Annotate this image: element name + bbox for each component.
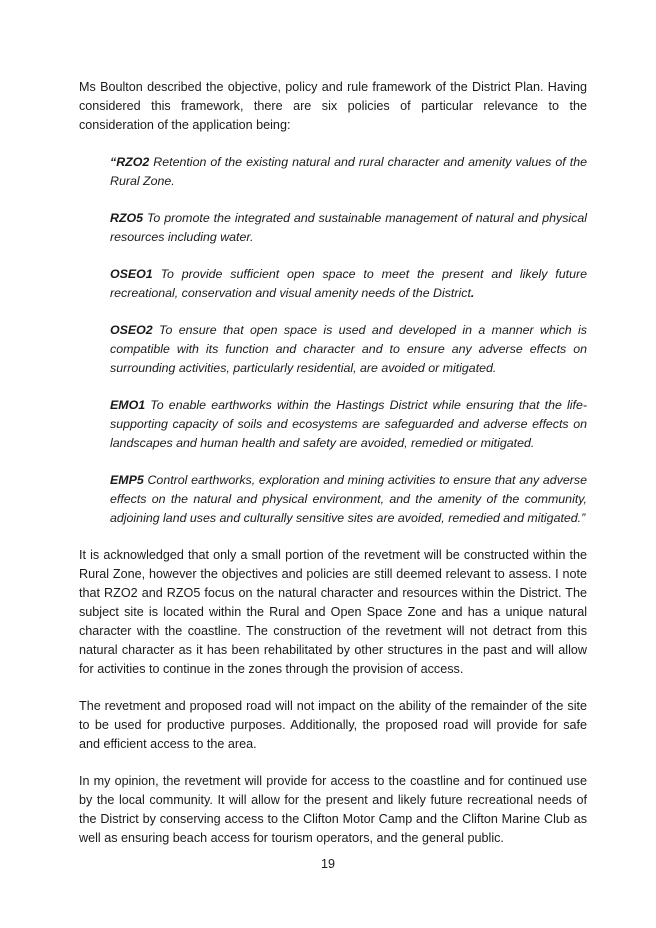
- policy-text: To promote the integrated and sustainable management of natural and physical resources including water.: [110, 211, 587, 244]
- policy-oseo1: OSEO1 To provide sufficient open space to meet the present and likely future recreational, conservation and visual amenity needs of the District.: [110, 267, 587, 300]
- policy-code: EMO1: [110, 398, 146, 412]
- policy-code: OSEO2: [110, 323, 153, 337]
- body-paragraph: It is acknowledged that only a small portion of the revetment will be constructed within the Rural Zone, however the objectives and policies are still deemed relevant to assess. I note that RZO2 and RZO5 focus on the natural character and resources within the District. The subject site is located within the Rural and Open Space Zone and has a unique natural character with the coastline. The construction of the revetment will not detract from this natural character as it has been rehabilitated by other structures in the past and will allow for activities to continue in the zones through the provision of access.: [79, 548, 587, 676]
- policy-text: To enable earthworks within the Hastings District while ensuring that the life-supporting capacity of soils and ecosystems are safeguarded and adverse effects on landscapes and human health and safety are avoided, remedied or mitigated.: [110, 398, 587, 450]
- policy-text: Control earthworks, exploration and mining activities to ensure that any adverse effects on the natural and physical environment, and the amenity of the community, adjoining land uses and culturally sensitive sites are avoided, remedied and mitigated.”: [110, 473, 587, 525]
- policy-text: Retention of the existing natural and rural character and amenity values of the Rural Zone.: [110, 155, 587, 188]
- policy-rzo5: [110, 209, 587, 247]
- intro-paragraph: Ms Boulton described the objective, policy and rule framework of the District Plan. Having considered this framework, there are six policies of particular relevance to the consideration of the application being:: [79, 80, 587, 132]
- page-number: 19: [320, 857, 335, 871]
- policy-text: To provide sufficient open space to meet the present and likely future recreational, conservation and visual amenity needs of the District: [110, 267, 587, 300]
- policy-code: RZO5: [110, 211, 144, 225]
- policy-emp5: [110, 471, 587, 528]
- document-page: [79, 78, 587, 866]
- policy-code: “RZO2: [110, 155, 150, 169]
- policy-code: EMP5: [110, 473, 144, 487]
- body-paragraph: In my opinion, the revetment will provide for access to the coastline and for continued use by the local community. It will allow for the present and likely future recreational needs of the District by conserving access to the Clifton Motor Camp and the Clifton Marine Club as well as ensuring beach access for tourism operators, and the general public.: [79, 774, 587, 845]
- policy-oseo2: [110, 321, 587, 378]
- policy-text: To ensure that open space is used and developed in a manner which is compatible with its function and character and to ensure any adverse effects on surrounding activities, particularly residential, are avoided or mitigated.: [110, 323, 587, 375]
- body-paragraph: The revetment and proposed road will not impact on the ability of the remainder of the site to be used for productive purposes. Additionally, the proposed road will provide for safe and efficient access to the area.: [79, 699, 587, 751]
- policy-emo1: [110, 396, 587, 453]
- policy-code: OSEO1: [110, 267, 153, 281]
- policy-rzo2: [110, 153, 587, 191]
